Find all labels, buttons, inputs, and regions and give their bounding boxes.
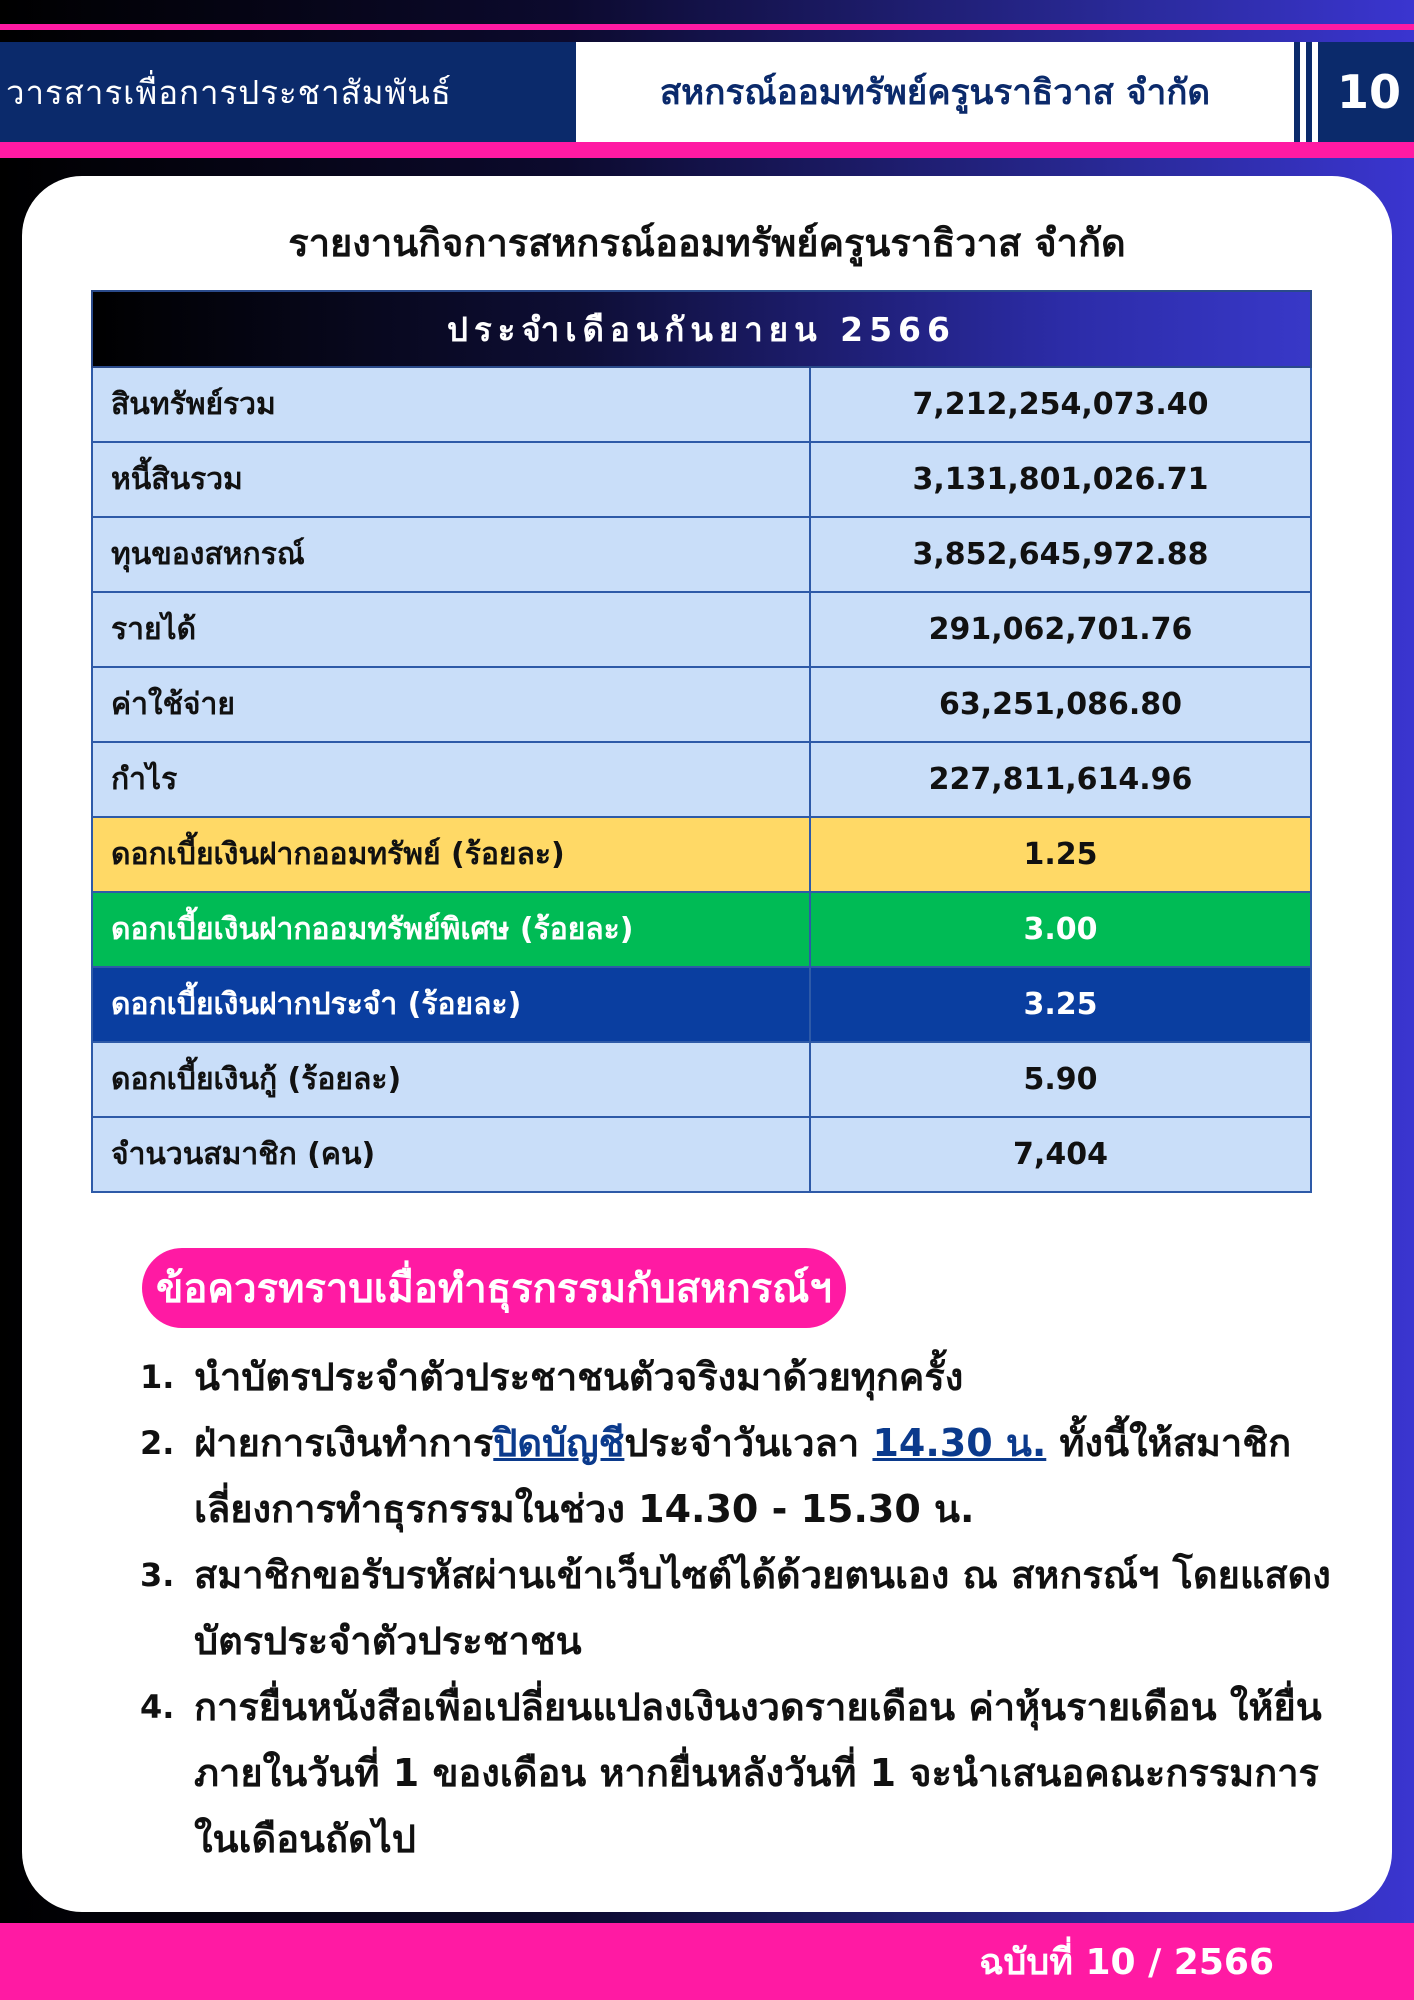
notice-item xyxy=(140,1542,1340,1674)
notice-text-part: ประจำวันเวลา xyxy=(624,1421,873,1465)
report-period: ประจำเดือนกันยายน 2566 xyxy=(92,291,1311,367)
notice-item xyxy=(140,1674,1340,1872)
row-expenses xyxy=(92,667,1311,742)
row-label: รายได้ xyxy=(92,592,810,667)
row-value: 3,852,645,972.88 xyxy=(810,517,1311,592)
header-bar xyxy=(0,42,1414,142)
row-value: 3.00 xyxy=(810,892,1311,967)
notice-number: 2. xyxy=(140,1424,175,1462)
row-label: หนี้สินรวม xyxy=(92,442,810,517)
notice-number: 3. xyxy=(140,1556,175,1594)
row-value: 7,212,254,073.40 xyxy=(810,367,1311,442)
row-label: ทุนของสหกรณ์ xyxy=(92,517,810,592)
footer-band xyxy=(0,1923,1414,2000)
row-label: สินทรัพย์รวม xyxy=(92,367,810,442)
row-total-assets xyxy=(92,367,1311,442)
row-label: กำไร xyxy=(92,742,810,817)
row-value: 1.25 xyxy=(810,817,1311,892)
closing-time-link[interactable]: 14.30 น. xyxy=(872,1421,1047,1465)
row-fixed-deposit-interest xyxy=(92,967,1311,1042)
row-profit xyxy=(92,742,1311,817)
report-title: รายงานกิจการสหกรณ์ออมทรัพย์ครูนราธิวาส จำกัด xyxy=(288,221,1126,265)
notice-list xyxy=(140,1344,1340,1872)
notice-text: นำบัตรประจำตัวประชาชนตัวจริงมาด้วยทุกครั้ง xyxy=(194,1355,964,1399)
notice-text xyxy=(194,1410,1340,1542)
issue-number: ฉบับที่ 10 / 2566 xyxy=(979,1942,1274,1983)
row-equity xyxy=(92,517,1311,592)
row-value: 5.90 xyxy=(810,1042,1311,1117)
row-value: 227,811,614.96 xyxy=(810,742,1311,817)
report-table xyxy=(91,290,1312,1193)
row-revenue xyxy=(92,592,1311,667)
header-divider-bars xyxy=(1294,42,1324,142)
row-label: ดอกเบี้ยเงินกู้ (ร้อยละ) xyxy=(92,1042,810,1117)
row-value: 3.25 xyxy=(810,967,1311,1042)
row-loan-interest xyxy=(92,1042,1311,1117)
notice-text-part: ทั้งนี้ให้สมาชิกเลี่ยงการทำธุรกรรมในช่วง 14.30 - 15.30 น. xyxy=(194,1421,1292,1531)
page-number: 10 xyxy=(1336,65,1401,119)
notice-item xyxy=(140,1344,1340,1410)
content-card xyxy=(22,176,1392,1912)
notice-item xyxy=(140,1410,1340,1542)
organization-name: สหกรณ์ออมทรัพย์ครูนราธิวาส จำกัด xyxy=(576,42,1294,142)
row-savings-interest xyxy=(92,817,1311,892)
notice-heading: ข้อควรทราบเมื่อทำธุรกรรมกับสหกรณ์ฯ xyxy=(142,1248,846,1328)
notice-number: 4. xyxy=(140,1688,175,1726)
row-value: 7,404 xyxy=(810,1117,1311,1192)
row-label: ดอกเบี้ยเงินฝากประจำ (ร้อยละ) xyxy=(92,967,810,1042)
notice-text: สมาชิกขอรับรหัสผ่านเข้าเว็บไซต์ได้ด้วยตนเอง ณ สหกรณ์ฯ โดยแสดงบัตรประจำตัวประชาชน xyxy=(194,1553,1331,1663)
row-label: ดอกเบี้ยเงินฝากออมทรัพย์พิเศษ (ร้อยละ) xyxy=(92,892,810,967)
top-accent-line xyxy=(0,24,1414,30)
row-label: ค่าใช้จ่าย xyxy=(92,667,810,742)
row-total-liabilities xyxy=(92,442,1311,517)
notice-text: การยื่นหนังสือเพื่อเปลี่ยนแปลงเงินงวดรายเดือน ค่าหุ้นรายเดือน ให้ยื่นภายในวันที่ 1 ของเดือน หากยื่นหลังวันที่ 1 จะนำเสนอคณะกรรมการในเดือนถัดไป xyxy=(194,1685,1322,1861)
row-label: ดอกเบี้ยเงินฝากออมทรัพย์ (ร้อยละ) xyxy=(92,817,810,892)
row-member-count xyxy=(92,1117,1311,1192)
row-special-savings-interest xyxy=(92,892,1311,967)
row-value: 63,251,086.80 xyxy=(810,667,1311,742)
close-accounts-link[interactable]: ปิดบัญชี xyxy=(493,1421,625,1465)
row-label: จำนวนสมาชิก (คน) xyxy=(92,1117,810,1192)
row-value: 3,131,801,026.71 xyxy=(810,442,1311,517)
report-period-row xyxy=(92,291,1311,367)
notice-number: 1. xyxy=(140,1358,175,1396)
row-value: 291,062,701.76 xyxy=(810,592,1311,667)
header-pink-band xyxy=(0,142,1414,158)
journal-title: วารสารเพื่อการประชาสัมพันธ์ xyxy=(6,72,452,112)
notice-text-part: ฝ่ายการเงินทำการ xyxy=(194,1421,494,1465)
